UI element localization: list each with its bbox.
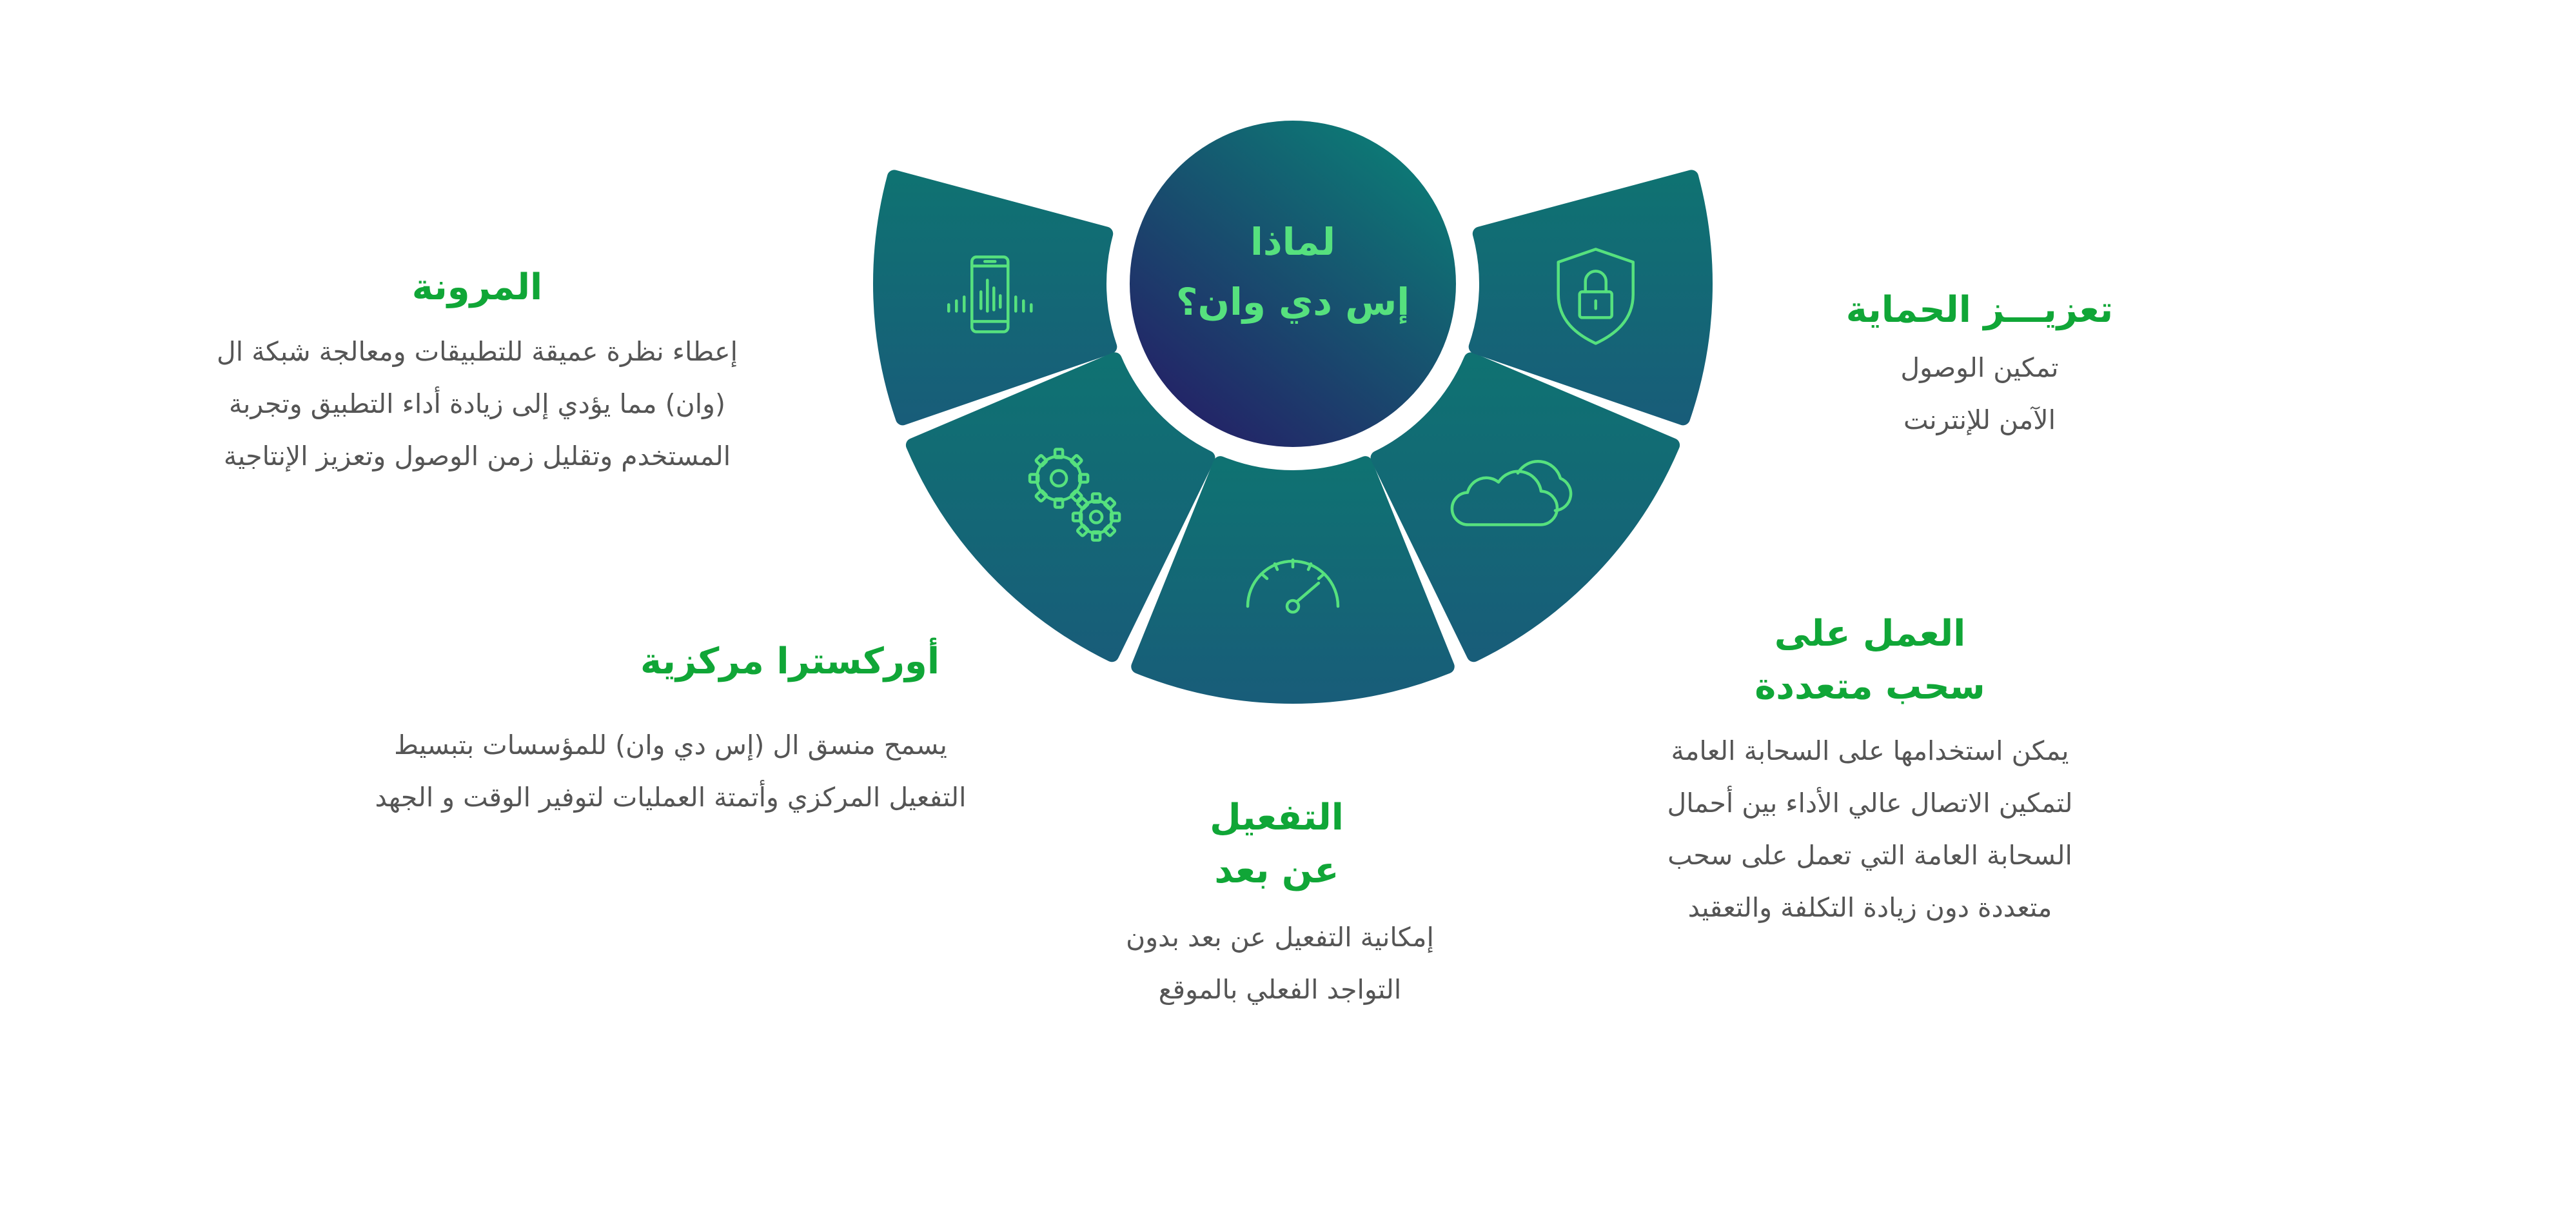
feature-multicloud [1612, 608, 2128, 934]
security-title: تعزيـــز الحماية [1845, 289, 2114, 331]
security-desc-line: الآمن للإنترنت [1903, 404, 2056, 435]
remote-activation-desc-line: التواجد الفعلي بالموقع [1158, 974, 1402, 1005]
feature-remote-activation [1019, 791, 1535, 1016]
multicloud-desc-line: لتمكين الاتصال عالي الأداء بين أحمال [1667, 788, 2073, 819]
flexibility-title: المرونة [411, 266, 543, 308]
remote-activation-title [1019, 791, 1535, 897]
remote-activation-title-line: عن بعد [1214, 849, 1339, 891]
orchestration-description [303, 719, 1038, 824]
multicloud-title-line: سحب متعددة [1755, 666, 1985, 708]
multicloud-desc-line: يمكن استخدامها على السحابة العامة [1671, 735, 2069, 766]
orchestration-desc-line: يسمح منسق ال (إس دي وان) للمؤسسات بتبسيط [394, 730, 947, 760]
feature-security [1786, 284, 2173, 446]
flexibility-desc-line: المستخدم وتقليل زمن الوصول وتعزيز الإنتاجية [223, 441, 731, 472]
hub-title-line1: لماذا [1250, 220, 1336, 264]
orchestration-title: أوركسترا مركزية [640, 641, 940, 682]
multicloud-title-line: العمل على [1774, 613, 1966, 655]
feature-flexibility [161, 261, 793, 482]
orchestration-desc-line: التفعيل المركزي وأتمتة العمليات لتوفير الوقت و الجهد [375, 782, 967, 813]
hub-title-line2: إس دي وان؟ [1175, 280, 1410, 324]
multicloud-desc-line: متعددة دون زيادة التكلفة والتعقيد [1687, 892, 2052, 923]
multicloud-description [1612, 725, 2128, 934]
remote-activation-description [1019, 911, 1535, 1016]
flexibility-desc-line: (وان) مما يؤدي إلى زيادة أداء التطبيق وتجربة [229, 388, 725, 419]
flexibility-desc-line: إعطاء نظرة عميقة للتطبيقات ومعالجة شبكة ال [216, 336, 738, 367]
flexibility-description [161, 326, 793, 482]
remote-activation-title-line: التفعيل [1210, 797, 1344, 839]
security-description [1786, 342, 2173, 446]
multicloud-desc-line: السحابة العامة التي تعمل على سحب [1667, 840, 2072, 871]
security-desc-line: تمكين الوصول [1900, 352, 2059, 383]
feature-orchestration [303, 635, 1038, 824]
remote-activation-desc-line: إمكانية التفعيل عن بعد بدون [1126, 922, 1434, 953]
multicloud-title [1612, 608, 2128, 713]
